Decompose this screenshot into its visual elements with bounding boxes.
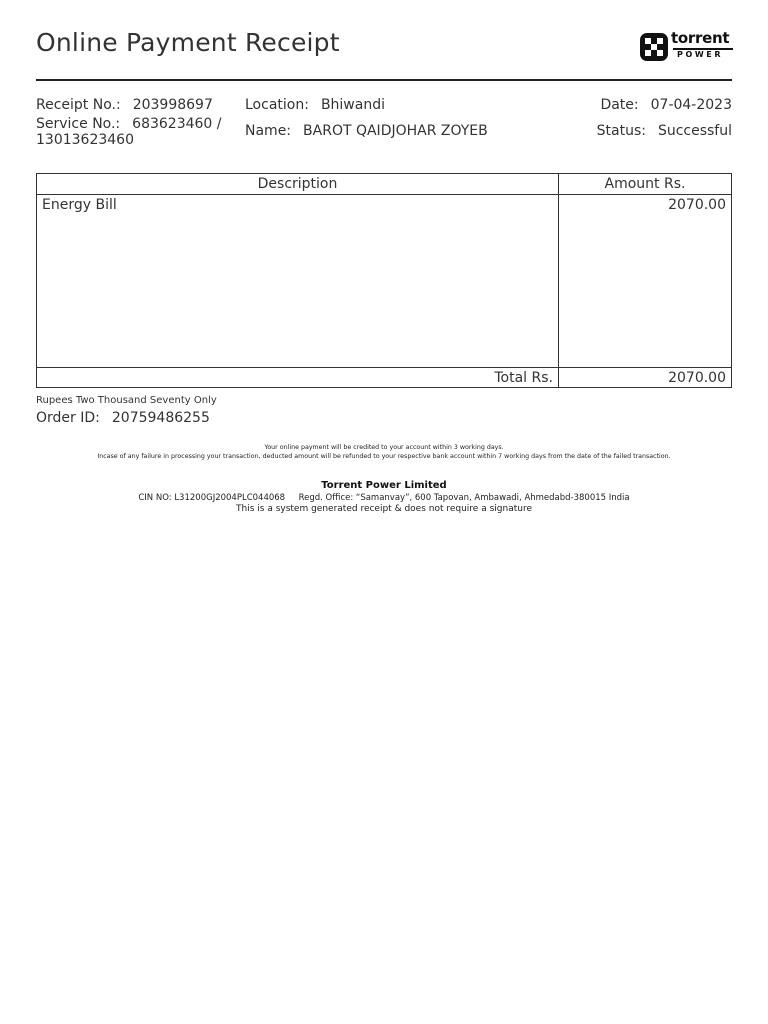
date-label: Date:: [600, 97, 639, 113]
total-label: Total Rs.: [37, 368, 559, 388]
table-row: [37, 195, 732, 368]
payment-items-table: [36, 173, 732, 388]
location-label: Location:: [245, 97, 309, 113]
order-id-value: 20759486255: [111, 410, 210, 426]
date-value: 07-04-2023: [650, 97, 732, 113]
location-value: Bhiwandi: [320, 97, 385, 113]
amount-in-words: Rupees Two Thousand Seventy Only: [36, 395, 217, 406]
registered-office: Regd. Office: “Samanvay”, 600 Tapovan, Ambawadi, Ahmedabd-380015 India: [298, 493, 630, 503]
name-field: [245, 123, 488, 139]
page-title: Online Payment Receipt: [36, 28, 340, 57]
service-no-label: Service No.:: [36, 116, 121, 132]
torrent-logo-icon: [640, 33, 668, 61]
amount-header: Amount Rs.: [559, 174, 732, 195]
total-row: [37, 368, 732, 388]
name-label: Name:: [245, 123, 292, 139]
location-field: [245, 97, 385, 113]
cin-number: CIN NO: L31200GJ2004PLC044068: [138, 493, 286, 503]
payment-notes: [0, 443, 768, 461]
item-amount: 2070.00: [559, 195, 732, 368]
status-field: [597, 123, 732, 139]
date-field: [600, 97, 732, 113]
service-no-continued: [36, 132, 134, 148]
credit-note: Your online payment will be credited to your account within 3 working days.: [264, 444, 504, 451]
description-header: Description: [37, 174, 559, 195]
company-name: Torrent Power Limited: [321, 480, 447, 491]
company-registration: [0, 493, 768, 503]
name-value: BAROT QAIDJOHAR ZOYEB: [303, 123, 488, 139]
torrent-power-logo: [640, 29, 734, 62]
service-no-value-line2: 13013623460: [36, 132, 134, 148]
system-generated-note: This is a system generated receipt & does not require a signature: [236, 504, 532, 514]
header-divider: [36, 79, 732, 81]
refund-note: Incase of any failure in processing your transaction, deducted amount will be refunded to your respective bank account within 7 working days from the date of the failed transaction.: [97, 453, 671, 460]
receipt-no-value: 203998697: [132, 97, 213, 113]
logo-brand-text: torrent: [671, 29, 730, 47]
receipt-no-field: [36, 97, 213, 113]
order-id-field: [36, 410, 210, 426]
total-amount: 2070.00: [559, 368, 732, 388]
status-label: Status:: [596, 123, 646, 139]
logo-sub-text: POWER: [677, 50, 724, 59]
table-header-row: [37, 174, 732, 195]
item-description: Energy Bill: [37, 195, 559, 368]
order-id-label: Order ID:: [36, 410, 100, 426]
receipt-no-label: Receipt No.:: [36, 97, 121, 113]
service-no-value-line1: 683623460 /: [132, 116, 222, 132]
status-value: Successful: [657, 123, 732, 139]
service-no-field: [36, 116, 222, 132]
